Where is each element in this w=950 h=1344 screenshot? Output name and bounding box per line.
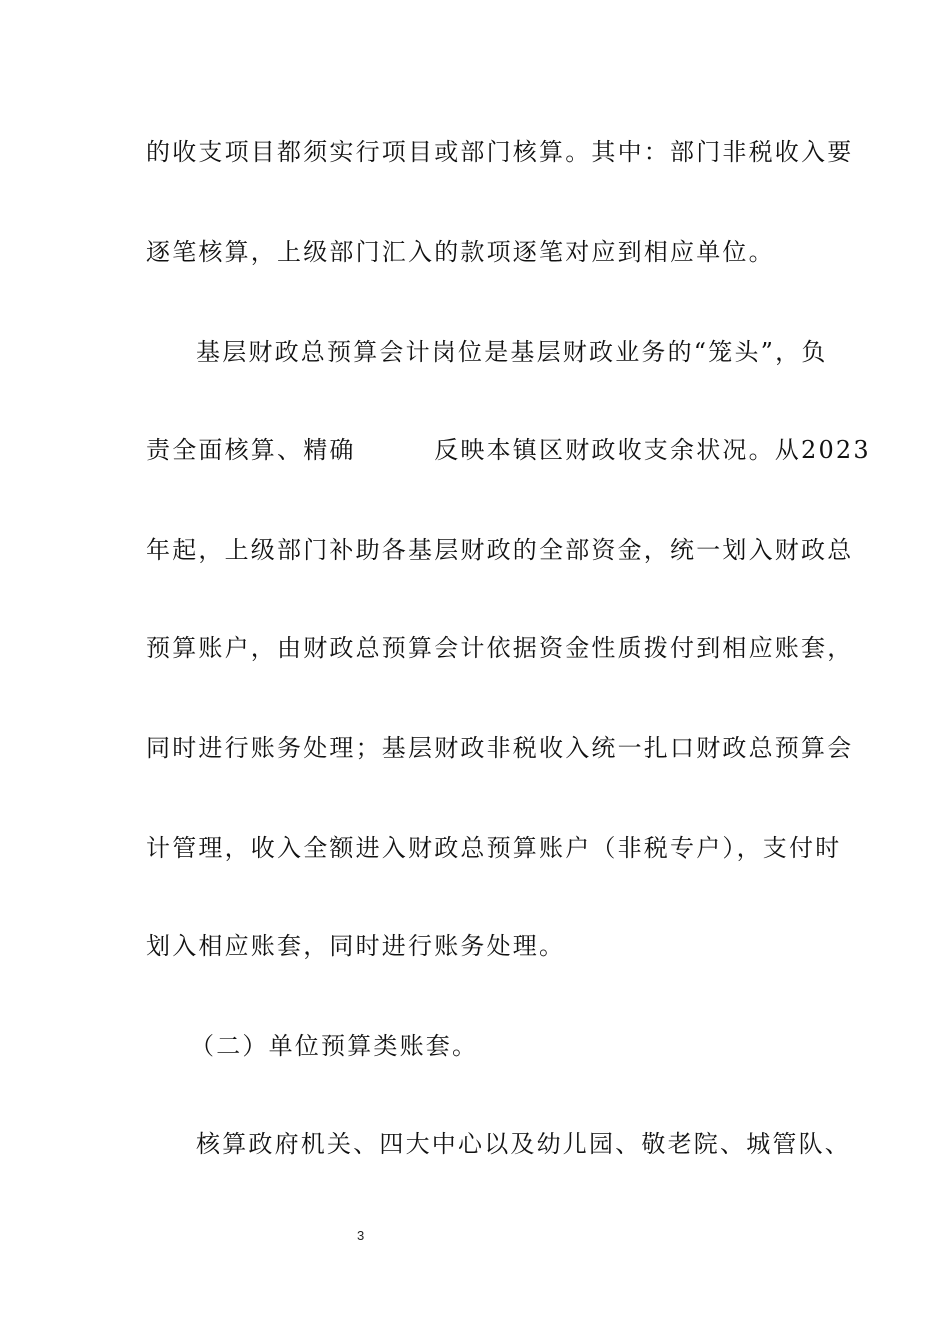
text-line-11: 核算政府机关、四大中心以及幼儿园、敬老院、城管队、 (196, 1130, 851, 1158)
text-line-5: 年起，上级部门补助各基层财政的全部资金，统一划入财政总 (146, 536, 854, 564)
section-heading: （二）单位预算类账套。 (190, 1032, 479, 1060)
text-line-3: 基层财政总预算会计岗位是基层财政业务的“笼头”，负 (196, 338, 828, 366)
text-line-7: 同时进行账务处理；基层财政非税收入统一扎口财政总预算会 (146, 734, 854, 762)
text-line-4: 责全面核算、精确 反映本镇区财政收支余状况。从2023 (146, 436, 871, 464)
text-line-1: 的收支项目都须实行项目或部门核算。其中：部门非税收入要 (146, 138, 854, 166)
text-line-2: 逐笔核算，上级部门汇入的款项逐笔对应到相应单位。 (146, 238, 775, 266)
text-line-9: 划入相应账套，同时进行账务处理。 (146, 932, 566, 960)
text-line-6: 预算账户，由财政总预算会计依据资金性质拨付到相应账套， (146, 634, 854, 662)
page-number: 3 (357, 1228, 365, 1243)
text-line-8: 计管理，收入全额进入财政总预算账户（非税专户），支付时 (146, 834, 842, 862)
